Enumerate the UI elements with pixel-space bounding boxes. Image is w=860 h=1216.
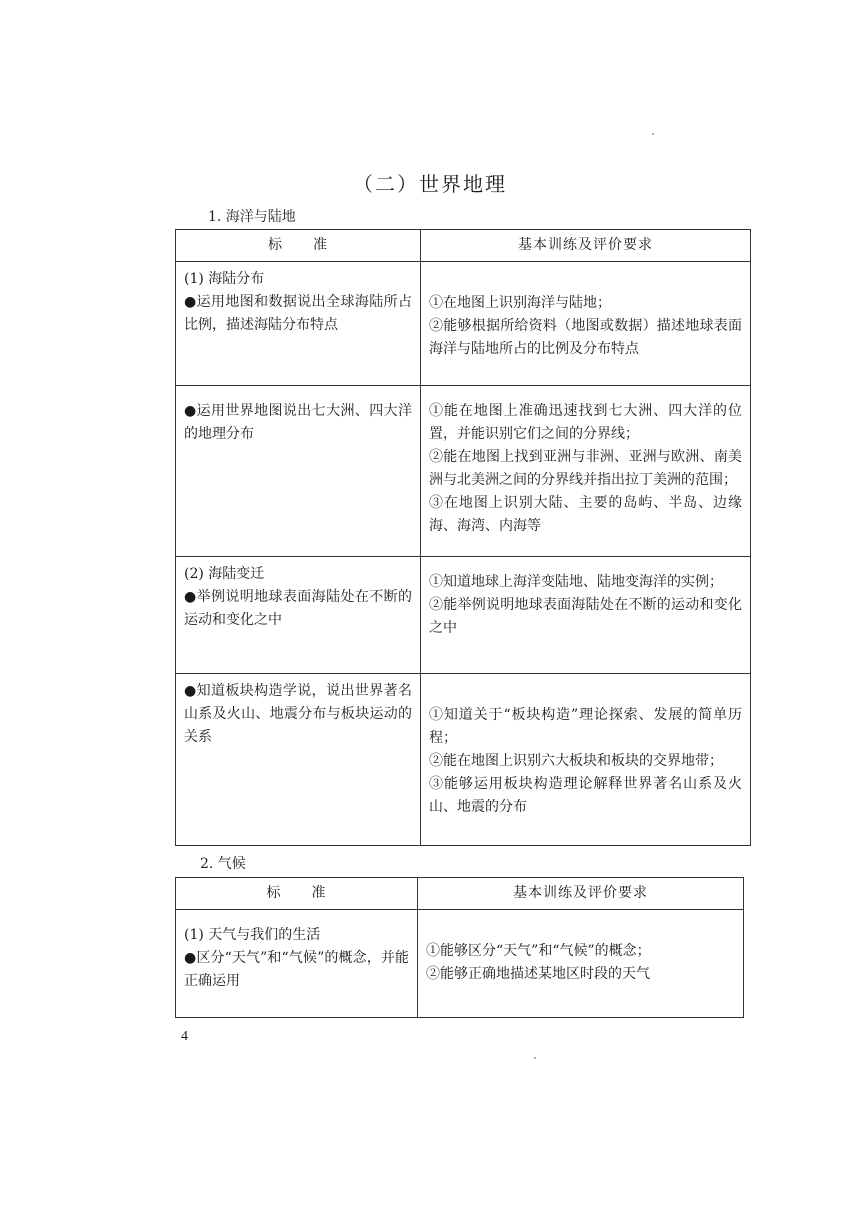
subheading: (1) 天气与我们的生活: [184, 927, 321, 943]
section-heading-ocean-land: 1. 海洋与陆地: [208, 209, 296, 225]
table-row: [176, 674, 751, 846]
header-requirements: 基本训练及评价要求: [421, 230, 751, 262]
requirements-text: ①能在地图上准确迅速找到七大洲、四大洋的位置，并能识别它们之间的分界线； ②能在地图上找到亚洲与非洲、亚洲与欧洲、南美洲与北美洲之间的分界线并指出拉丁美洲的范围； ③在地图上识别大陆、主要的岛屿、半岛、边缘海、海湾、内海等: [429, 403, 742, 534]
scan-speck: [534, 1057, 536, 1059]
requirements-text: ①知道地球上海洋变陆地、陆地变海洋的实例； ②能举例说明地球表面海陆处在不断的运动和变化之中: [429, 574, 742, 636]
table-row: [176, 557, 751, 674]
subheading: (1) 海陆分布: [184, 271, 265, 287]
standard-text: ●知道板块构造学说，说出世界著名山系及火山、地震分布与板块运动的关系: [184, 683, 412, 745]
requirements-text: ①知道关于“板块构造”理论探索、发展的简单历程； ②能在地图上识别六大板块和板块的交界地带； ③能够运用板块构造理论解释世界著名山系及火山、地震的分布: [429, 707, 742, 815]
requirements-cell: [421, 262, 751, 386]
standard-cell: [176, 386, 421, 557]
requirements-cell: [421, 674, 751, 846]
table-row: [176, 910, 744, 1018]
standard-text: ●区分“天气”和“气候”的概念，并能正确运用: [184, 950, 409, 989]
standard-text: ●举例说明地球表面海陆处在不断的运动和变化之中: [184, 589, 412, 628]
requirements-text: ①在地图上识别海洋与陆地； ②能够根据所给资料（地图或数据）描述地球表面海洋与陆地所占的比例及分布特点: [429, 295, 742, 357]
requirements-cell: [418, 910, 744, 1018]
standard-text: ●运用地图和数据说出全球海陆所占比例，描述海陆分布特点: [184, 294, 412, 333]
standard-cell: [176, 557, 421, 674]
standard-cell: [176, 262, 421, 386]
table-header-row: [176, 878, 744, 910]
section-heading-climate: 2. 气候: [200, 856, 246, 872]
header-standard: 标 准: [176, 230, 421, 262]
requirements-cell: [421, 557, 751, 674]
subheading: (2) 海陆变迁: [184, 566, 265, 582]
requirements-text: ①能够区分“天气”和“气候”的概念； ②能够正确地描述某地区时段的天气: [426, 943, 651, 982]
standards-table-ocean-land: [175, 229, 751, 846]
standard-cell: [176, 910, 418, 1018]
standard-text: ●运用世界地图说出七大洲、四大洋的地理分布: [184, 403, 412, 442]
standard-cell: [176, 674, 421, 846]
table-row: [176, 262, 751, 386]
table-row: [176, 386, 751, 557]
table-header-row: [176, 230, 751, 262]
page-number: 4: [181, 1029, 188, 1044]
page-title: （二）世界地理: [353, 172, 507, 196]
header-standard: 标 准: [176, 878, 418, 910]
requirements-cell: [421, 386, 751, 557]
header-requirements: 基本训练及评价要求: [418, 878, 744, 910]
standards-table-climate: [175, 877, 744, 1018]
scan-speck: [652, 133, 654, 135]
